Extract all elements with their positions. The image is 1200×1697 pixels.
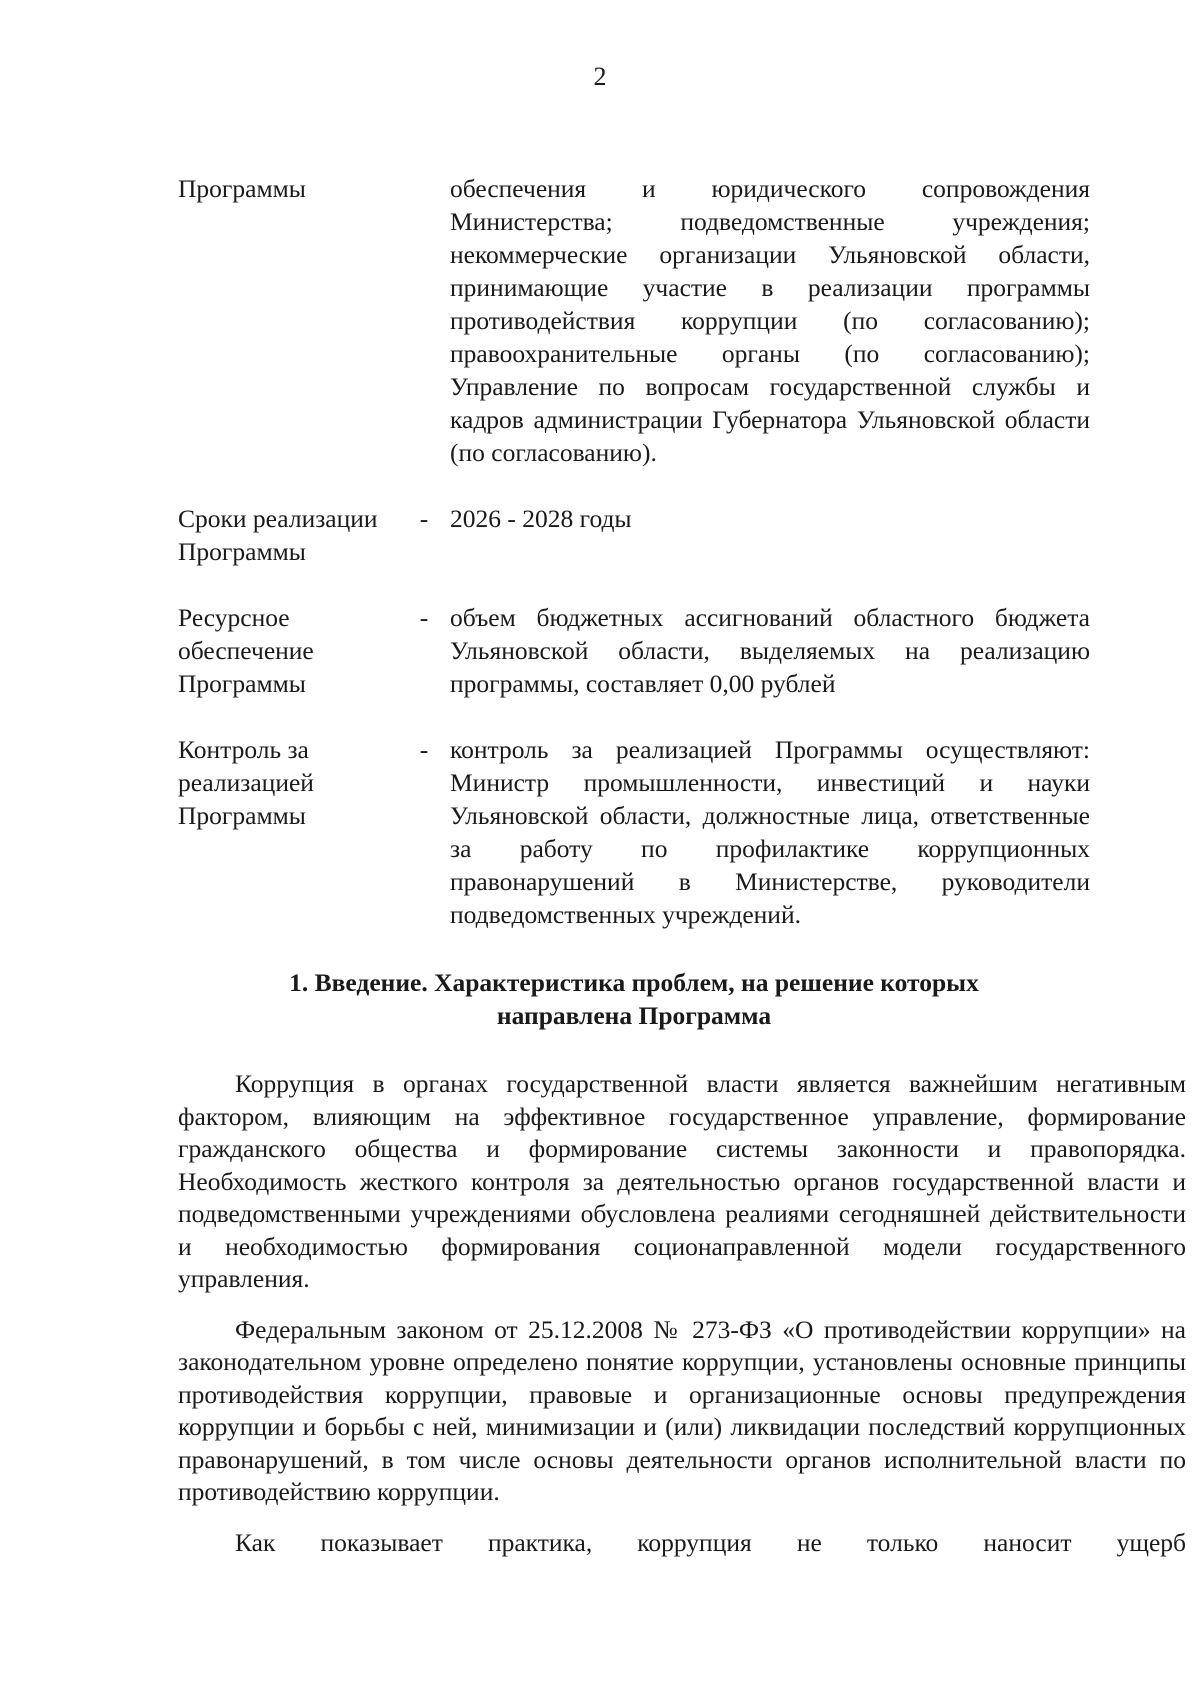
page-number: 2 [593, 62, 607, 91]
program-passport-table [178, 172, 1090, 931]
passport-label: Ресурсное обеспечение Программы [178, 603, 314, 698]
passport-row-control [178, 733, 1090, 931]
passport-value: 2026 - 2028 годы [450, 504, 632, 533]
passport-dash: - [419, 504, 429, 533]
passport-row-resources [178, 601, 1090, 700]
paragraph-practice: Как показывает практика, коррупция не только наносит ущерб [235, 1527, 1186, 1557]
passport-label: Контроль за реализацией Программы [178, 735, 314, 830]
paragraph-corruption-intro: Коррупция в органах государственной власти является важнейшим негативным фактором, влияющим на эффективное государственное управление, формирование гражданского общества и формирование системы законности и правопорядка. Необходимость жесткого контроля за деятельностью органов государственной власти и подведомственными учреждениями обусловлена реалиями сегодняшней действительности и необходимостью формирования соционаправленной модели государственного управления. [178, 1069, 1186, 1293]
section-heading [178, 966, 1090, 1032]
passport-value: обеспечения и юридического сопровождения Министерства; подведомственные учреждения; некоммерческие организации Ульяновской области, принимающие участие в реализации программы противодействия коррупции (по согласованию); правоохранительные органы (по согласованию); Управление по вопросам государственной службы и кадров администрации Губернатора Ульяновской области (по согласованию). [450, 174, 1090, 467]
passport-dash: - [419, 735, 429, 764]
passport-row-terms [178, 502, 1090, 568]
passport-dash: - [419, 603, 429, 632]
section-heading-line-1: 1. Введение. Характеристика проблем, на решение которых [289, 968, 979, 997]
section-heading-line-2: направлена Программа [496, 1001, 772, 1030]
passport-value: объем бюджетных ассигнований областного бюджета Ульяновской области, выделяемых на реализацию программы, составляет 0,00 рублей [450, 603, 1090, 698]
section-body [178, 1068, 1186, 1559]
passport-row-participants [178, 172, 1090, 469]
passport-label: Программы [178, 174, 306, 203]
passport-value: контроль за реализацией Программы осуществляют: Министр промышленности, инвестиций и науки Ульяновской области, должностные лица, ответственные за работу по профилактике коррупционных правонарушений в Министерстве, руководители подведомственных учреждений. [450, 735, 1090, 929]
paragraph-federal-law: Федеральным законом от 25.12.2008 № 273-ФЗ «О противодействии коррупции» на законодательном уровне определено понятие коррупции, установлены основные принципы противодействия коррупции, правовые и организационные основы предупреждения коррупции и борьбы с ней, минимизации и (или) ликвидации последствий коррупционных правонарушений, в том числе основы деятельности органов исполнительной власти по противодействию коррупции. [178, 1314, 1186, 1506]
passport-label: Сроки реализации Программы [178, 504, 378, 566]
